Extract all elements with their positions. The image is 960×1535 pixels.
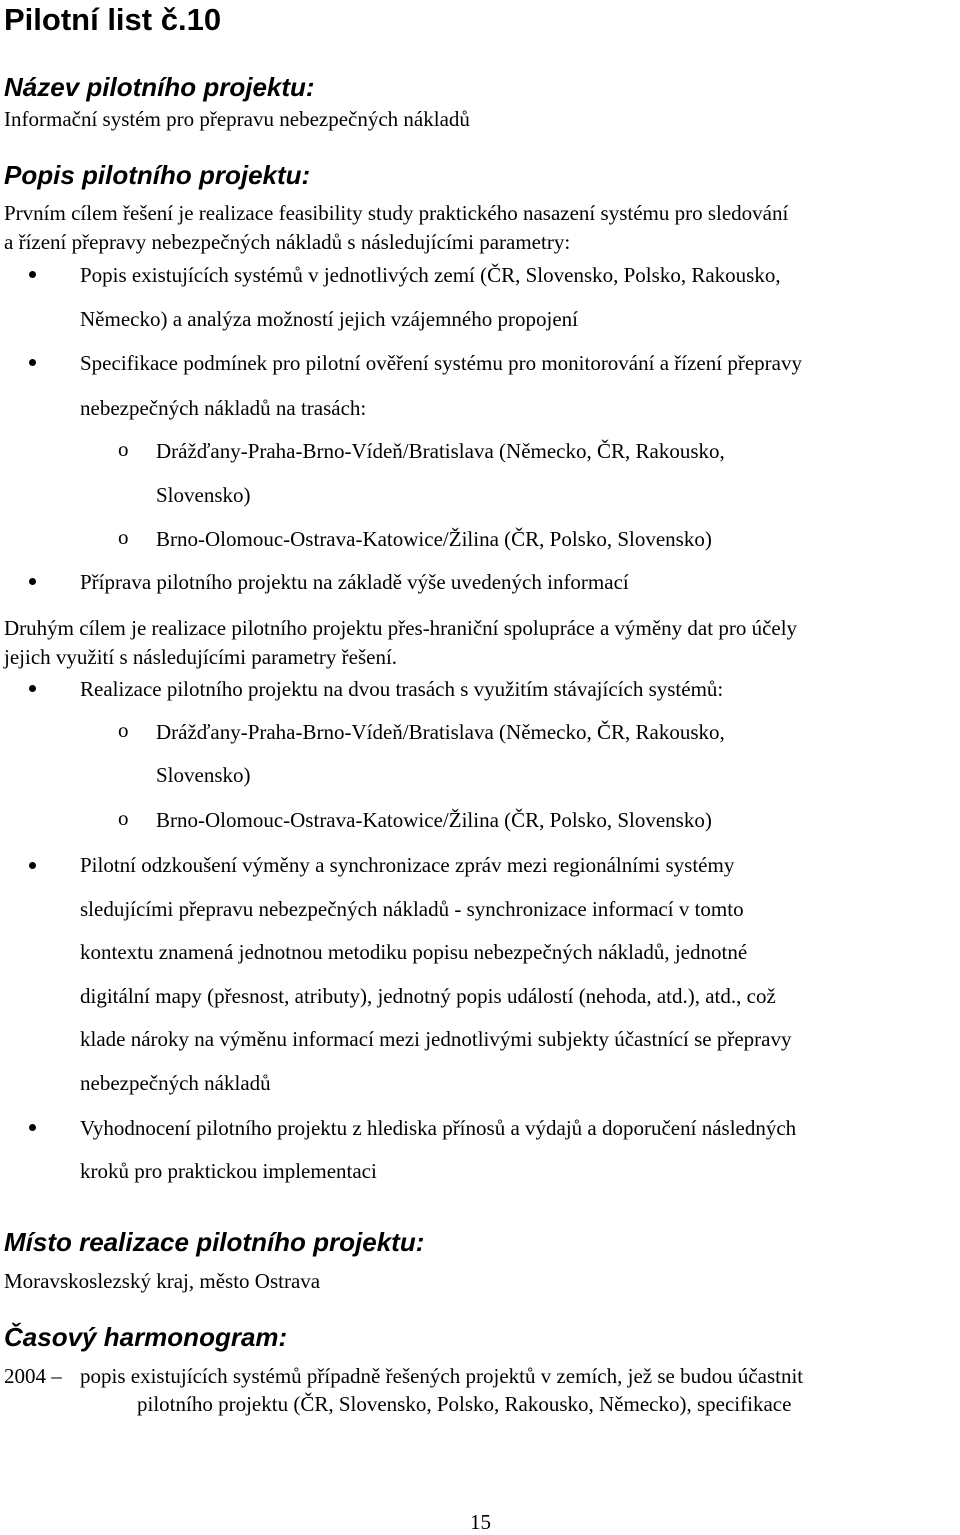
bullet-5-line-3: kontextu znamená jednotnou metodiku popisu nebezpečných nákladů, jednotné xyxy=(80,940,748,964)
bullet-icon xyxy=(29,862,36,869)
route-4: Brno-Olomouc-Ostrava-Katowice/Žilina (ČR, Polsko, Slovensko) xyxy=(156,808,712,832)
bullet-5-line-2: sledujícími přepravu nebezpečných nákladů - synchronizace informací v tomto xyxy=(80,897,744,921)
sub-bullet-icon: o xyxy=(118,525,129,549)
bullet-5-line-6: nebezpečných nákladů xyxy=(80,1071,271,1095)
bullet-icon xyxy=(29,359,36,366)
route-2: Brno-Olomouc-Ostrava-Katowice/Žilina (ČR, Polsko, Slovensko) xyxy=(156,527,712,551)
bullet-5-line-1: Pilotní odzkoušení výměny a synchronizace zpráv mezi regionálními systémy xyxy=(80,853,735,877)
bullet-icon xyxy=(29,1124,36,1131)
route-3-line-1: Drážďany-Praha-Brno-Vídeň/Bratislava (Německo, ČR, Rakousko, xyxy=(156,720,725,744)
bullet-icon xyxy=(29,685,36,692)
project-name-heading: Název pilotního projektu: xyxy=(4,72,315,102)
bullet-5-line-4: digitální mapy (přesnost, atributy), jednotný popis událostí (nehoda, atd.), atd., což xyxy=(80,984,776,1008)
location-heading: Místo realizace pilotního projektu: xyxy=(4,1227,425,1257)
bullet-6-line-1: Vyhodnocení pilotního projektu z hlediska přínosů a výdajů a doporučení následných xyxy=(80,1116,797,1140)
description-intro-line-1: Prvním cílem řešení je realizace feasibility study praktického nasazení systému pro sledování xyxy=(4,201,789,225)
bullet-icon xyxy=(29,271,36,278)
location-text: Moravskoslezský kraj, město Ostrava xyxy=(4,1269,321,1293)
bullet-3: Příprava pilotního projektu na základě výše uvedených informací xyxy=(80,570,629,594)
bullet-2-line-2: nebezpečných nákladů na trasách: xyxy=(80,396,367,420)
sub-bullet-icon: o xyxy=(118,806,129,830)
bullet-4: Realizace pilotního projektu na dvou trasách s využitím stávajících systémů: xyxy=(80,677,724,701)
project-name-text: Informační systém pro přepravu nebezpečných nákladů xyxy=(4,107,470,131)
bullet-1-line-2: Německo) a analýza možností jejich vzájemného propojení xyxy=(80,307,578,331)
page-number: 15 xyxy=(470,1510,491,1534)
route-3-line-2: Slovensko) xyxy=(156,763,251,787)
bullet-6-line-2: kroků pro praktickou implementaci xyxy=(80,1159,377,1183)
bullet-2-line-1: Specifikace podmínek pro pilotní ověření systému pro monitorování a řízení přepravy xyxy=(80,351,802,375)
bullet-1-line-1: Popis existujících systémů v jednotlivých zemí (ČR, Slovensko, Polsko, Rakousko, xyxy=(80,263,781,287)
sub-bullet-icon: o xyxy=(118,437,129,461)
bullet-icon xyxy=(29,578,36,585)
route-1-line-1: Drážďany-Praha-Brno-Vídeň/Bratislava (Německo, ČR, Rakousko, xyxy=(156,439,725,463)
schedule-line-1: popis existujících systémů případně řešených projektů v zemích, jež se budou účastnit xyxy=(80,1364,804,1388)
sub-bullet-icon: o xyxy=(118,718,129,742)
page-title: Pilotní list č.10 xyxy=(4,2,222,37)
schedule-heading: Časový harmonogram: xyxy=(4,1322,288,1352)
second-goal-line-2: jejich využití s následujícími parametry řešení. xyxy=(4,645,398,669)
bullet-5-line-5: klade nároky na výměnu informací mezi jednotlivými subjekty účastnící se přepravy xyxy=(80,1027,792,1051)
second-goal-line-1: Druhým cílem je realizace pilotního projektu přes-hraniční spolupráce a výměny dat pro účely xyxy=(4,616,798,640)
schedule-year: 2004 – xyxy=(4,1364,62,1388)
schedule-line-2: pilotního projektu (ČR, Slovensko, Polsko, Rakousko, Německo), specifikace xyxy=(137,1392,792,1416)
route-1-line-2: Slovensko) xyxy=(156,483,251,507)
description-heading: Popis pilotního projektu: xyxy=(4,160,311,190)
description-intro-line-2: a řízení přepravy nebezpečných nákladů s následujícími parametry: xyxy=(4,230,571,254)
